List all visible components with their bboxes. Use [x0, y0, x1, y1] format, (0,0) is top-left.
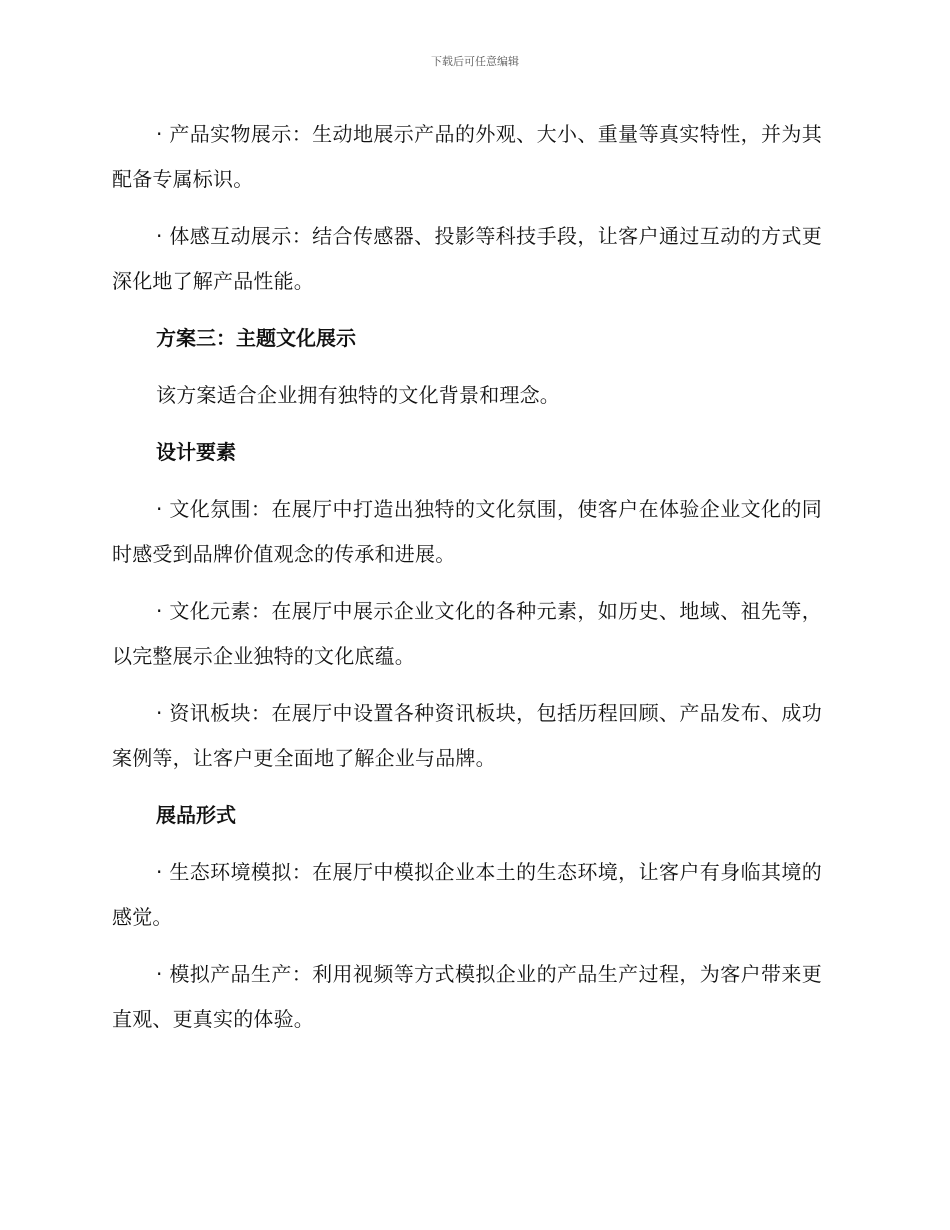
bullet-cultural-elements: · 文化元素：在展厅中展示企业文化的各种元素，如历史、地域、祖先等，以完整展示企业独特的文化底蕴。 — [112, 599, 822, 668]
page-header: 下载后可任意编辑 — [431, 55, 519, 68]
document-body — [112, 112, 822, 1054]
plan-three-intro: 该方案适合企业拥有独特的文化背景和理念。 — [156, 383, 560, 407]
subheading-design-elements: 设计要素 — [156, 440, 236, 464]
bullet-info-panels: · 资讯板块：在展厅中设置各种资讯板块，包括历程回顾、产品发布、成功案例等，让客户更全面地了解企业与品牌。 — [112, 701, 822, 770]
bullet-cultural-atmosphere: · 文化氛围：在展厅中打造出独特的文化氛围，使客户在体验企业文化的同时感受到品牌价值观念的传承和进展。 — [112, 497, 822, 566]
bullet-ecological-simulation: · 生态环境模拟：在展厅中模拟企业本土的生态环境，让客户有身临其境的感觉。 — [112, 860, 822, 929]
bullet-interactive-display: · 体感互动展示：结合传感器、投影等科技手段，让客户通过互动的方式更深化地了解产品性能。 — [112, 224, 822, 293]
bullet-production-simulation: · 模拟产品生产：利用视频等方式模拟企业的产品生产过程，为客户带来更直观、更真实的体验。 — [112, 962, 822, 1031]
bullet-product-physical-display: · 产品实物展示：生动地展示产品的外观、大小、重量等真实特性，并为其配备专属标识。 — [112, 122, 822, 191]
subheading-exhibit-forms: 展品形式 — [156, 803, 236, 827]
section-heading-plan-three: 方案三：主题文化展示 — [156, 326, 356, 350]
